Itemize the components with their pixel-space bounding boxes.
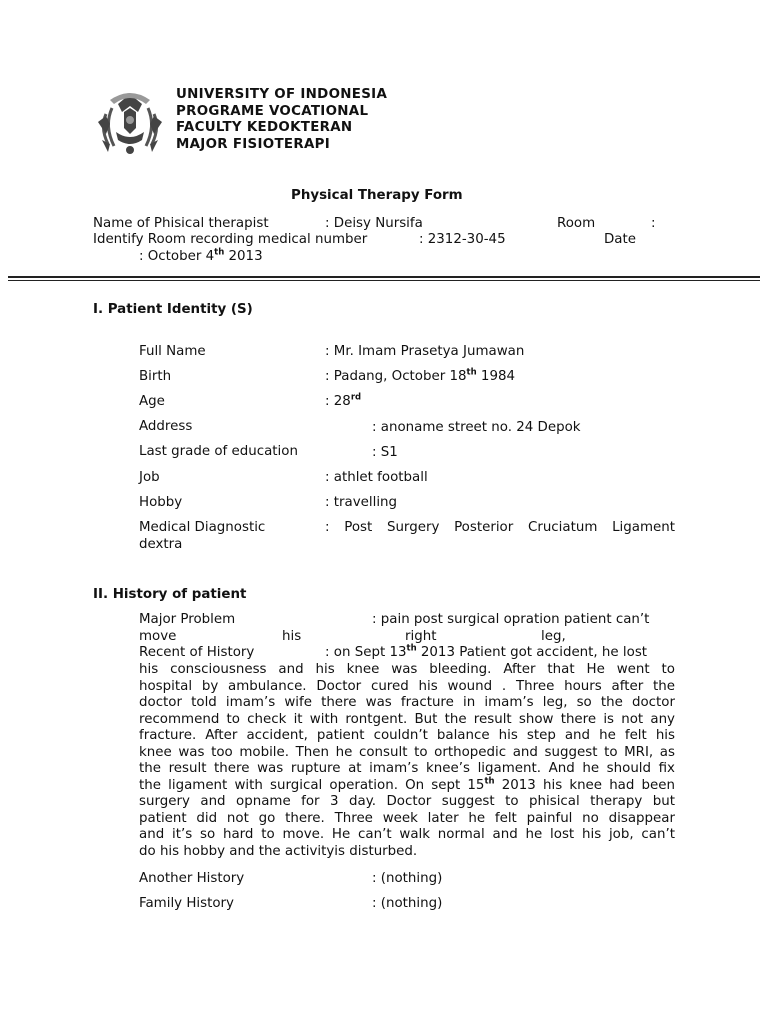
identity-label-education: Last grade of education	[139, 444, 298, 459]
identity-value-full-name: : Mr. Imam Prasetya Jumawan	[325, 344, 525, 359]
history-line-surgery: the ligament with surgical operation. On sept 15th 2013 his knee had been	[139, 776, 676, 793]
therapist-value: : Deisy Nursifa	[325, 216, 423, 231]
history-line: and it’s so hard to move. He can’t walk normal and he lost his job, can’t	[139, 827, 675, 842]
major-problem-word-leg: leg,	[541, 629, 566, 644]
date-label: Date	[604, 232, 637, 247]
identity-value-education: : S1	[372, 445, 398, 460]
identity-label-address: Address	[139, 419, 193, 434]
another-history-value: : (nothing)	[372, 871, 443, 886]
history-line: knee was too mobile. Then he consult to orthopedic and suggest to MRI, as	[139, 744, 675, 760]
recent-history-body	[139, 662, 675, 860]
identity-label-hobby: Hobby	[139, 495, 183, 510]
identity-label-job: Job	[139, 470, 160, 485]
therapist-label: Name of Phisical therapist	[93, 216, 269, 231]
history-line: doctor told imam’s wife there was fracture in imam’s leg, so the doctor	[139, 695, 675, 710]
family-history-label: Family History	[139, 896, 234, 911]
history-line: recommend to check it with rontgent. But the result show there is not any	[139, 711, 675, 727]
history-line: surgery and opname for 3 day. Doctor suggest to phisical therapy but	[139, 794, 675, 809]
history-line: his consciousness and his knee was bleeding. After that He went to	[139, 662, 675, 677]
recent-history-first-line: : on Sept 13th 2013 Patient got accident, he lost	[325, 643, 648, 660]
identity-value-job: : athlet football	[325, 470, 428, 485]
identity-label-diagnostic-line2: dextra	[139, 537, 183, 552]
identity-label-full-name: Full Name	[139, 344, 206, 359]
institution-line-2: PROGRAME VOCATIONAL	[176, 103, 369, 119]
date-value: : October 4th 2013	[139, 247, 263, 264]
identity-label-diagnostic: Medical Diagnostic	[139, 520, 266, 535]
institution-line-3: FACULTY KEDOKTERAN	[176, 120, 353, 135]
institution-header	[176, 87, 387, 153]
section-1-heading: I. Patient Identity (S)	[93, 302, 253, 317]
identity-value-age: : 28rd	[325, 392, 362, 409]
identity-value-diagnostic: : Post Surgery Posterior Cruciatum Ligament	[325, 520, 675, 535]
institution-line-4: MAJOR FISIOTERAPI	[176, 136, 331, 152]
identity-label-age: Age	[139, 394, 165, 409]
room-label: Room	[557, 216, 596, 231]
record-value: : 2312-30-45	[419, 232, 506, 247]
record-label: Identify Room recording medical number	[93, 232, 368, 247]
family-history-value: : (nothing)	[372, 896, 443, 911]
identity-value-birth: : Padang, October 18th 1984	[325, 367, 516, 384]
major-problem-word-move: move	[139, 629, 177, 644]
major-problem-word-right: right	[405, 629, 437, 644]
header-divider-thin	[8, 280, 760, 281]
another-history-label: Another History	[139, 871, 245, 886]
identity-value-hobby: : travelling	[325, 495, 398, 510]
major-problem-label: Major Problem	[139, 612, 236, 627]
recent-history-label: Recent of History	[139, 645, 255, 660]
section-2-heading: II. History of patient	[93, 587, 247, 602]
identity-value-address: : anoname street no. 24 Depok	[372, 420, 581, 435]
institution-line-1: UNIVERSITY OF INDONESIA	[176, 87, 388, 102]
room-colon: :	[651, 216, 656, 231]
major-problem-word-his: his	[282, 629, 302, 644]
history-line: the result there was rupture at imam’s knee’s ligament. And he should fix	[139, 761, 675, 776]
header-divider	[8, 276, 760, 278]
university-emblem-icon	[92, 84, 168, 160]
history-line: hospital by ambulance. Doctor cured his wound . Three hours after the	[139, 678, 675, 694]
history-line: patient did not go there. Three week later he felt painful no disappear	[139, 810, 675, 826]
history-line: fracture. After accident, patient couldn’t balance his step and he felt his	[139, 728, 675, 743]
major-problem-value: : pain post surgical opration patient can’t	[372, 612, 650, 627]
form-title: Physical Therapy Form	[291, 188, 463, 203]
identity-label-birth: Birth	[139, 369, 172, 384]
history-line: do his hobby and the activityis disturbed.	[139, 843, 418, 859]
